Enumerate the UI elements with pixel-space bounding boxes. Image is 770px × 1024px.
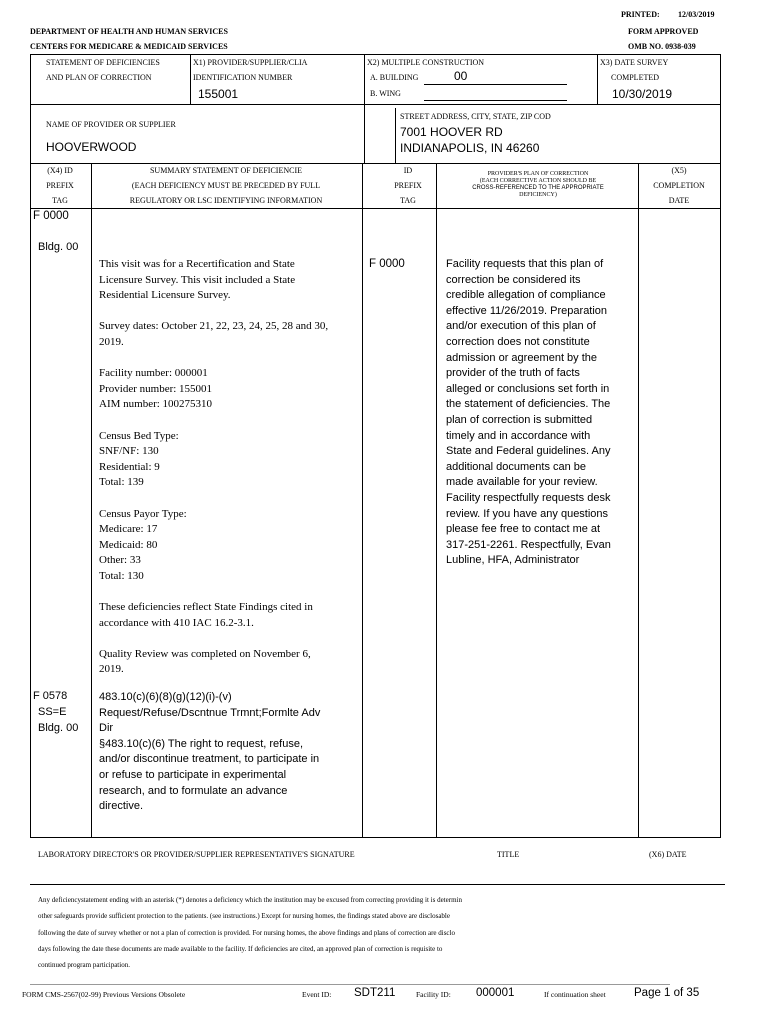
rule-right-mid (720, 104, 721, 164)
rule-top (30, 54, 720, 55)
id-label-2: PREFIX (394, 181, 422, 190)
x4-label-1: (X4) ID (47, 166, 73, 175)
x5-label-1: (X5) (671, 166, 687, 175)
dept-heading: DEPARTMENT OF HEALTH AND HUMAN SERVICES (30, 27, 228, 36)
printed-label: PRINTED: (621, 10, 660, 19)
x1-label-2: IDENTIFICATION NUMBER (193, 73, 293, 82)
statement-label-1: STATEMENT OF DEFICIENCIES (46, 58, 160, 67)
rule-header-top (30, 163, 720, 164)
survey-date-value: 10/30/2019 (612, 87, 673, 101)
poc-header-2: (EACH CORRECTIVE ACTION SHOULD BE (479, 178, 597, 184)
rule-body-bottom (30, 837, 721, 838)
provider-id-value: 155001 (198, 87, 239, 101)
printed-date: 12/03/2019 (678, 10, 715, 19)
rule-box-bottom (30, 104, 720, 105)
event-id-label: Event ID: (302, 990, 332, 999)
summary-statement-1: This visit was for a Recertification and State Licensure Survey. This visit included a State Residential Licensure Survey. Survey dates: October 21, 22, 23, 24, 25, 28 and 30, 2019. Facility number: 000001 Provider number: 155001 AIM number: 100275310 Census Bed Type: SNF/NF: 130 Residential: 9 Total: 139 Census Payor Type: Medicare: 17 Medicaid: 80 Other: 33 Total: 130 These deficiencies reflect State Findings cited in accordance with 410 IAC 16.2-3.1. Quality Review was completed on November 6, 2019. (99, 258, 329, 676)
provider-name-label: NAME OF PROVIDER OR SUPPLIER (46, 120, 176, 129)
title-label: TITLE (497, 850, 520, 859)
summary-statement-2: 483.10(c)(6)(8)(g)(12)(i)-(v) Request/Refuse/Dscntnue Trmnt;Formlte Adv Dir §483.10(c)(6) The right to request, refuse, and/or discontinue treatment, to participate in or refuse to participate in experimental research, and to formulate an advance directive. (99, 691, 321, 813)
cms-heading: CENTERS FOR MEDICARE & MEDICAID SERVICES (30, 42, 228, 51)
rule-right-top (720, 54, 721, 104)
x3-label: X3) DATE SURVEY (600, 58, 669, 67)
facility-id-value: 000001 (476, 987, 515, 999)
x5-label-2: COMPLETION (653, 181, 705, 190)
form-number: FORM CMS-2567(02-99) Previous Versions Obsolete (22, 990, 186, 999)
x4-label-2: PREFIX (46, 181, 74, 190)
building-label: A. BUILDING (370, 73, 419, 82)
continuation-label: If continuation sheet (544, 990, 606, 999)
building-tag-2: Bldg. 00 (38, 722, 79, 734)
wing-label: B. WING (370, 89, 401, 98)
id-label-3: TAG (400, 196, 416, 205)
date-label: (X6) DATE (649, 850, 687, 859)
poc-header-3: CROSS-REFERENCED TO THE APPROPRIATE (472, 185, 604, 191)
signature-label: LABORATORY DIRECTOR'S OR PROVIDER/SUPPLIER REPRESENTATIVE'S SIGNATURE (38, 850, 355, 859)
form-approved: FORM APPROVED (628, 27, 699, 36)
statement-label-2: AND PLAN OF CORRECTION (46, 73, 152, 82)
rule-col-left (30, 163, 31, 838)
summary-header-2: (EACH DEFICIENCY MUST BE PRECEDED BY FULL (131, 181, 321, 190)
rule-col-id (436, 163, 437, 838)
disclaimer-text: Any deficiencystatement ending with an asterisk (*) denotes a deficiency which the institution may be excused from correcting providing it is determin other safeguards provide sufficient protection to the patients. (see instructions.) Except for nursing homes, the findings stated above are disclosable following the date of survey whether or not a plan of correction is provided. For nursing homes, the above findings and plans of correction are disclo days following the date these documents are made available to the facility. If deficiencies are cited, an approved plan of correction is requisite to continued program participation. (38, 896, 462, 970)
scope-severity: SS=E (38, 706, 67, 718)
rule-col-poc (638, 163, 639, 838)
x4-label-3: TAG (52, 196, 68, 205)
rule-x3-left (597, 54, 598, 104)
building-underline (424, 84, 567, 85)
x2-label: X2) MULTIPLE CONSTRUCTION (367, 58, 485, 67)
rule-left-top (30, 54, 31, 104)
rule-col-x4 (91, 163, 92, 838)
rule-header-bottom (30, 208, 720, 209)
summary-header-3: REGULATORY OR LSC IDENTIFYING INFORMATION (129, 196, 323, 205)
id-tag-f0000: F 0000 (369, 258, 405, 270)
summary-header-1: SUMMARY STATEMENT OF DEFICIENCIE (149, 166, 303, 175)
x1-label: X1) PROVIDER/SUPPLIER/CLIA (193, 58, 308, 67)
rule-col-right (720, 163, 721, 838)
wing-underline (424, 100, 567, 101)
rule-footer-top (30, 984, 670, 985)
facility-id-label: Facility ID: (416, 990, 451, 999)
rule-x1-left (190, 54, 191, 104)
building-value: 00 (454, 69, 468, 83)
provider-name-value: HOOVERWOOD (46, 140, 137, 154)
street-line-2: INDIANAPOLIS, IN 46260 (400, 141, 540, 155)
id-label-1: ID (403, 166, 413, 175)
deficiency-tag-f0578: F 0578 (33, 690, 68, 702)
street-line-1: 7001 HOOVER RD (400, 125, 503, 139)
x5-label-3: DATE (668, 196, 690, 205)
x3-label-2: COMPLETED (611, 73, 659, 82)
deficiency-tag-f0000: F 0000 (33, 210, 69, 222)
poc-header-4: DEFICIENCY) (519, 192, 557, 198)
rule-address-left (395, 108, 396, 164)
omb-number: OMB NO. 0938-039 (628, 42, 696, 51)
rule-col-summary (362, 163, 363, 838)
rule-left-mid (30, 104, 31, 164)
event-id-value: SDT211 (354, 987, 396, 999)
poc-header-1: PROVIDER'S PLAN OF CORRECTION (487, 171, 589, 177)
rule-x2-left (364, 54, 365, 164)
street-label: STREET ADDRESS, CITY, STATE, ZIP COD (400, 112, 551, 121)
plan-of-correction-1: Facility requests that this plan of correction be considered its credible allegation of compliance effective 11/26/2019. Preparation and/or execution of this plan of correction does not constitute admission or agreement by the provider of the truth of facts alleged or conclusions set forth in the statement of deficiencies. The plan of correction is submitted timely and in accordance with State and Federal guidelines. Any additional documents can be made available for your review. Facility respectfully requests desk review. If you have any questions please fee free to contact me at 317-251-2261. Respectfully, Evan Lubline, HFA, Administrator (446, 258, 611, 567)
building-tag-1: Bldg. 00 (38, 241, 79, 253)
rule-signature-bottom (30, 884, 725, 885)
page-number: Page 1 of 35 (634, 987, 700, 999)
